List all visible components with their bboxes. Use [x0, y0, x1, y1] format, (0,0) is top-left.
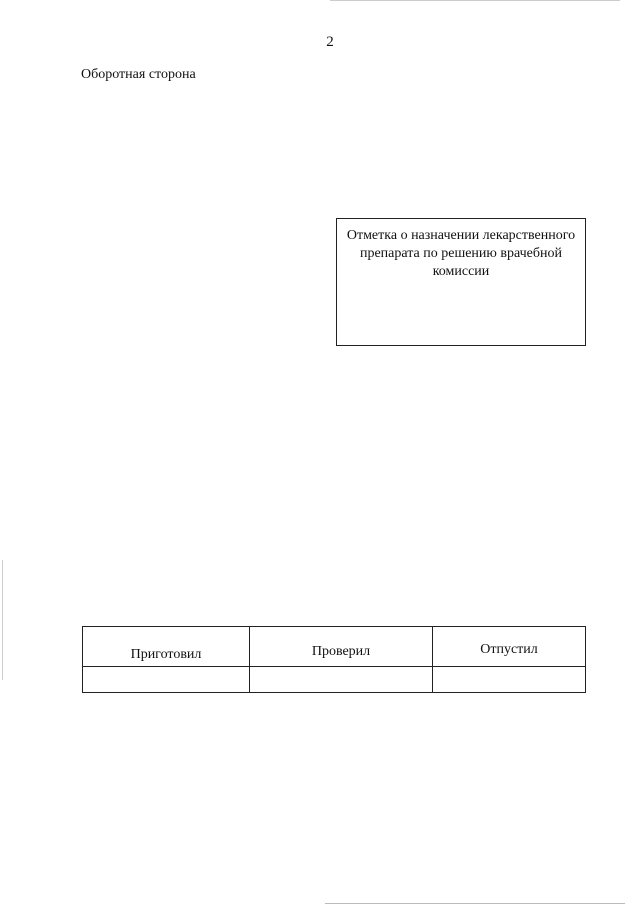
- column-checked-by: Проверил: [250, 627, 433, 667]
- checked-by-signature-cell: [250, 667, 433, 693]
- column-dispensed-by: Отпустил: [433, 627, 586, 667]
- scan-edge-left: [2, 560, 3, 680]
- scan-edge-top: [330, 0, 620, 1]
- signature-table-header: [83, 627, 586, 667]
- column-prepared-by: Приготовил: [83, 627, 250, 667]
- commission-note-text: Отметка о назначении лекарственного препарата по решению врачебной комиссии: [346, 228, 576, 279]
- signature-row: [83, 667, 586, 693]
- reverse-side-heading: Оборотная сторона: [81, 67, 196, 82]
- page-number: 2: [326, 34, 334, 50]
- commission-note-box: [336, 218, 586, 346]
- dispensed-by-signature-cell: [433, 667, 586, 693]
- prepared-by-signature-cell: [83, 667, 250, 693]
- signature-table: [82, 626, 586, 693]
- scan-edge-bottom: [325, 903, 625, 904]
